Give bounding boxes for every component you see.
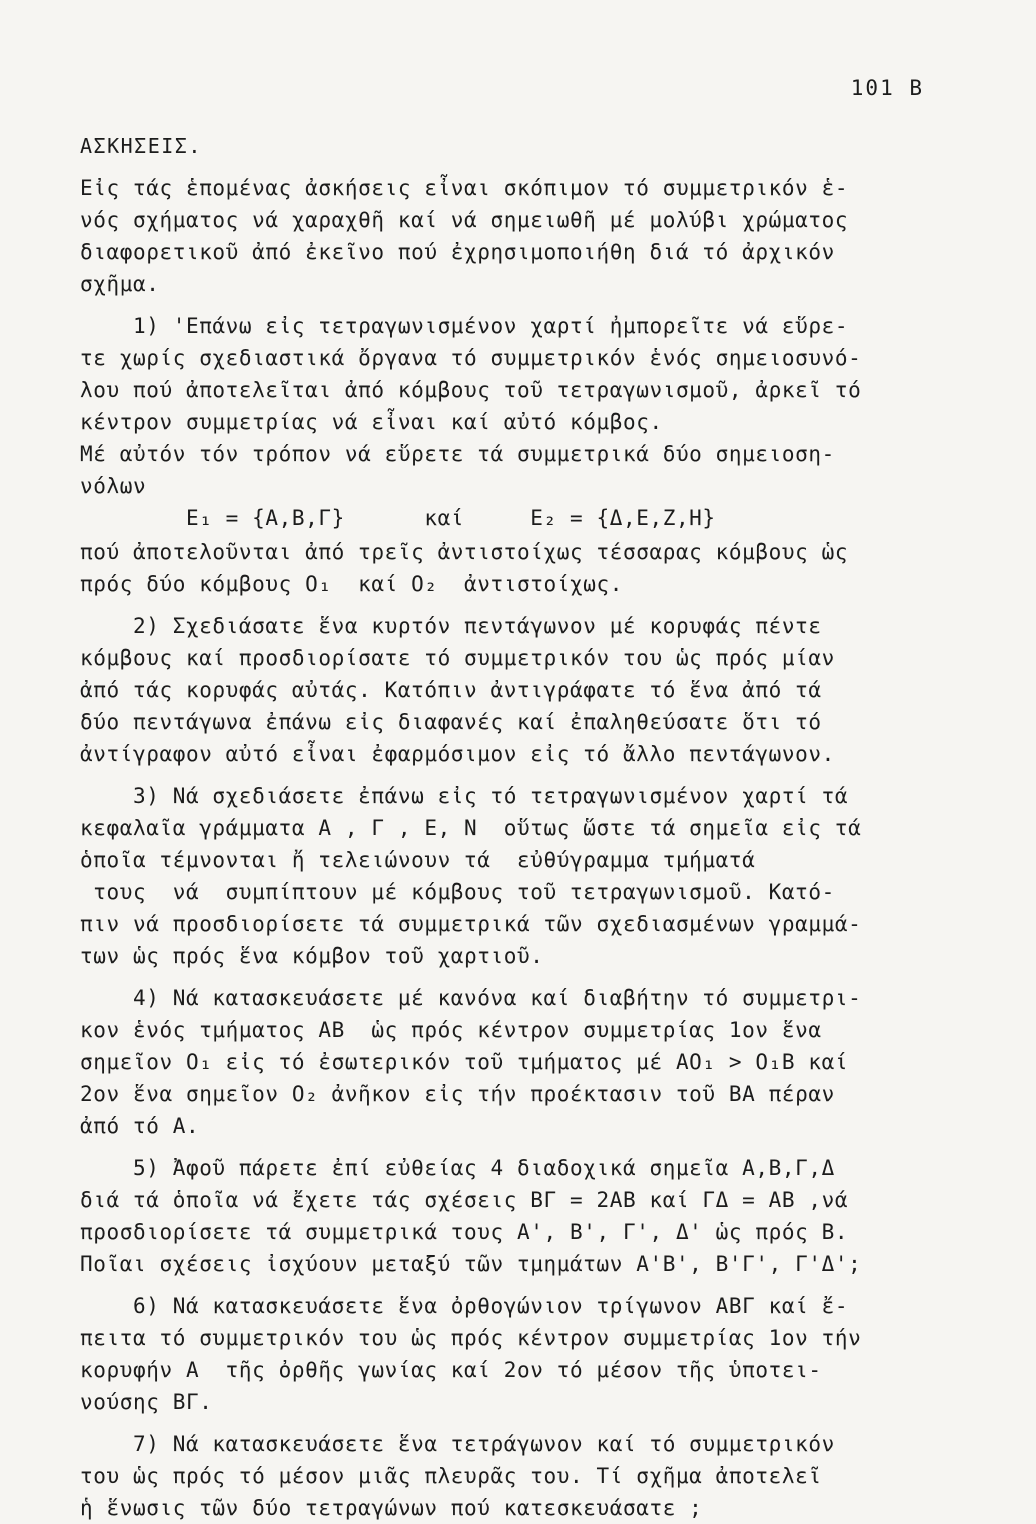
exercise-2 bbox=[80, 610, 960, 770]
text-line: ἀπό τάς κορυφάς αὐτάς. Κατόπιν ἀντιγράφατε τό ἕνα ἀπό τά bbox=[80, 678, 822, 702]
text-line: νούσης ΒΓ. bbox=[80, 1390, 213, 1414]
text-line: 7) Νά κατασκευάσετε ἕνα τετράγωνον καί τό συμμετρικόν bbox=[80, 1432, 835, 1456]
exercise-6 bbox=[80, 1290, 960, 1418]
text-line: πού ἀποτελοῦνται ἀπό τρεῖς ἀντιστοίχως τέσσαρας κόμβους ὡς bbox=[80, 540, 849, 564]
text-line: κεφαλαῖα γράμματα Α , Γ , Ε, Ν οὕτως ὥστε τά σημεῖα εἰς τά bbox=[80, 816, 862, 840]
text-line: ἀπό τό Α. bbox=[80, 1114, 200, 1138]
text-line: του ὡς πρός τό μέσον μιᾶς πλευρᾶς του. Τί σχῆμα ἀποτελεῖ bbox=[80, 1464, 822, 1488]
exercise-1 bbox=[80, 310, 960, 600]
text-line: ὁποῖα τέμνονται ἤ τελειώνουν τά εὐθύγραμμα τμήματά bbox=[80, 848, 756, 872]
text-line: διά τά ὁποῖα νά ἔχετε τάς σχέσεις ΒΓ = 2ΑΒ καί ΓΔ = ΑΒ ,νά bbox=[80, 1188, 849, 1212]
text-line: 5) Ἀφοῦ πάρετε ἐπί εὐθείας 4 διαδοχικά σημεῖα Α,Β,Γ,Δ bbox=[80, 1156, 835, 1180]
text-line: λου πού ἀποτελεῖται ἀπό κόμβους τοῦ τετραγωνισμοῦ, ἀρκεῖ τό bbox=[80, 378, 862, 402]
text-line: Ποῖαι σχέσεις ἰσχύουν μεταξύ τῶν τμημάτων Α'Β', Β'Γ', Γ'Δ'; bbox=[80, 1252, 862, 1276]
exercise-3 bbox=[80, 780, 960, 972]
text-line: δύο πεντάγωνα ἐπάνω εἰς διαφανές καί ἐπαληθεύσατε ὅτι τό bbox=[80, 710, 822, 734]
text-line: 2ον ἕνα σημεῖον Ο₂ ἀνῆκον εἰς τήν προέκτασιν τοῦ ΒΑ πέραν bbox=[80, 1082, 835, 1106]
exercise-7 bbox=[80, 1428, 960, 1524]
text-line: νός σχήματος νά χαραχθῆ καί νά σημειωθῆ μέ μολύβι χρώματος bbox=[80, 208, 849, 232]
sets-formula: Ε₁ = {Α,Β,Γ} καί Ε₂ = {Δ,Ε,Ζ,Η} bbox=[80, 506, 716, 530]
text-line: σημεῖον Ο₁ εἰς τό ἐσωτερικόν τοῦ τμήματος μέ ΑΟ₁ > Ο₁Β καί bbox=[80, 1050, 849, 1074]
text-line: 3) Νά σχεδιάσετε ἐπάνω εἰς τό τετραγωνισμένον χαρτί τά bbox=[80, 784, 849, 808]
text-line: πειτα τό συμμετρικόν του ὡς πρός κέντρον συμμετρίας 1ον τήν bbox=[80, 1326, 862, 1350]
text-line: τε χωρίς σχεδιαστικά ὄργανα τό συμμετρικόν ἑνός σημειοσυνό- bbox=[80, 346, 862, 370]
text-line: σχῆμα. bbox=[80, 272, 160, 296]
text-line: διαφορετικοῦ ἀπό ἐκεῖνο πού ἐχρησιμοποιήθη διά τό ἀρχικόν bbox=[80, 240, 835, 264]
text-line: των ὡς πρός ἕνα κόμβον τοῦ χαρτιοῦ. bbox=[80, 944, 544, 968]
text-line: Εἰς τάς ἑπομένας ἀσκήσεις εἶναι σκόπιμον τό συμμετρικόν ἑ- bbox=[80, 176, 849, 200]
section-heading: ΑΣΚΗΣΕΙΣ. bbox=[80, 134, 202, 158]
text-line: νόλων bbox=[80, 474, 147, 498]
text-line: τους νά συμπίπτουν μέ κόμβους τοῦ τετραγωνισμοῦ. Κατό- bbox=[80, 880, 835, 904]
text-line: κέντρον συμμετρίας νά εἶναι καί αὐτό κόμβος. bbox=[80, 410, 663, 434]
text-line: κόμβους καί προσδιορίσατε τό συμμετρικόν του ὡς πρός μίαν bbox=[80, 646, 835, 670]
text-line: κον ἑνός τμήματος ΑΒ ὡς πρός κέντρον συμμετρίας 1ον ἕνα bbox=[80, 1018, 822, 1042]
text-line: προσδιορίσετε τά συμμετρικά τους Α', Β', Γ', Δ' ὡς πρός Β. bbox=[80, 1220, 849, 1244]
exercise-5 bbox=[80, 1152, 960, 1280]
body-text bbox=[80, 172, 960, 1524]
text-line: 1) 'Επάνω εἰς τετραγωνισμένον χαρτί ἠμπορεῖτε νά εὕρε- bbox=[80, 314, 849, 338]
text-line: ἀντίγραφον αὐτό εἶναι ἐφαρμόσιμον εἰς τό ἄλλο πεντάγωνον. bbox=[80, 742, 835, 766]
text-line: ἡ ἕνωσις τῶν δύο τετραγώνων πού κατεσκευάσατε ; bbox=[80, 1496, 703, 1520]
text-line: 2) Σχεδιάσατε ἕνα κυρτόν πεντάγωνον μέ κορυφάς πέντε bbox=[80, 614, 822, 638]
text-line: πιν νά προσδιορίσετε τά συμμετρικά τῶν σχεδιασμένων γραμμά- bbox=[80, 912, 862, 936]
intro-paragraph bbox=[80, 172, 960, 300]
exercise-4 bbox=[80, 982, 960, 1142]
text-line: 6) Νά κατασκευάσετε ἕνα ὀρθογώνιον τρίγωνον ΑΒΓ καί ἔ- bbox=[80, 1294, 849, 1318]
text-line: 4) Νά κατασκευάσετε μέ κανόνα καί διαβήτην τό συμμετρι- bbox=[80, 986, 862, 1010]
text-line: κορυφήν Α τῆς ὀρθῆς γωνίας καί 2ον τό μέσον τῆς ὑποτει- bbox=[80, 1358, 822, 1382]
page-number: 101 Β bbox=[850, 76, 924, 100]
text-line: πρός δύο κόμβους Ο₁ καί Ο₂ ἀντιστοίχως. bbox=[80, 572, 623, 596]
text-line: Μέ αὐτόν τόν τρόπον νά εὕρετε τά συμμετρικά δύο σημειοση- bbox=[80, 442, 835, 466]
